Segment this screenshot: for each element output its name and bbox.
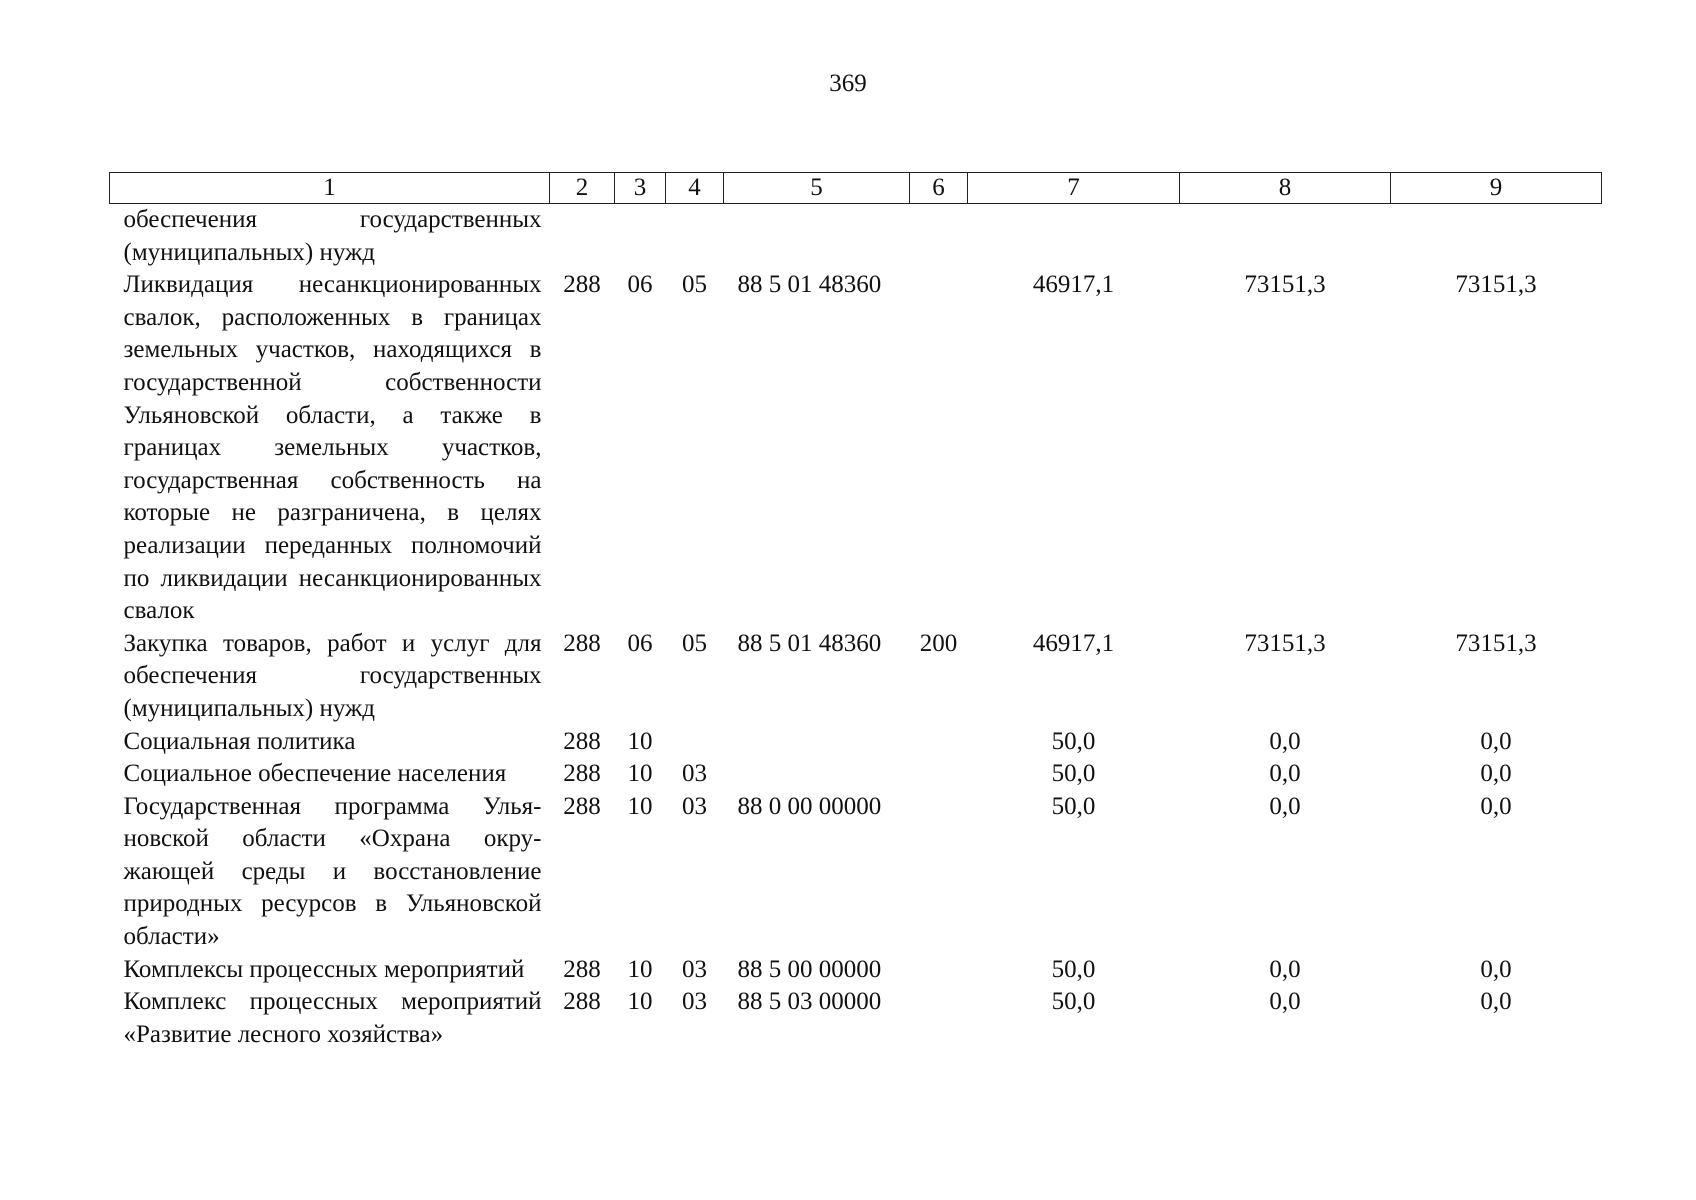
cell-ministry: 288 xyxy=(563,727,601,755)
cell-subsection: 03 xyxy=(682,760,707,788)
cell-amount-year1: 50,0 xyxy=(1051,792,1096,820)
row-name: обеспечения государственных (муниципальных) нужд xyxy=(123,206,542,266)
cell-ministry: 288 xyxy=(563,629,601,657)
cell-amount-year3: 0,0 xyxy=(1480,760,1512,788)
cell-subsection xyxy=(666,726,724,759)
cell-amount-year3: 73151,3 xyxy=(1455,271,1537,299)
cell-target-article: 88 5 03 00000 xyxy=(737,988,882,1016)
table-row xyxy=(110,758,1602,791)
cell-amount-year2: 0,0 xyxy=(1269,955,1301,983)
header-col-1: 1 xyxy=(110,173,550,204)
budget-table xyxy=(109,172,1602,1051)
cell-amount-year3: 0,0 xyxy=(1480,792,1512,820)
cell-amount-year1: 46917,1 xyxy=(1032,629,1115,657)
row-name: Государственная программа Ульяновской области «Охрана окружающей среды и восстановление природных ресурсов в Ульяновской области» xyxy=(123,792,542,951)
table-row xyxy=(110,204,1602,270)
table-row xyxy=(110,954,1602,987)
cell-subsection: 03 xyxy=(682,955,707,983)
cell-expense-type xyxy=(910,204,968,270)
header-col-6: 6 xyxy=(910,173,968,204)
cell-ministry: 288 xyxy=(563,271,601,299)
header-col-4: 4 xyxy=(666,173,724,204)
cell-expense-type xyxy=(910,758,968,791)
row-name: Социальная политика xyxy=(123,727,356,755)
cell-subsection: 03 xyxy=(682,792,707,820)
cell-amount-year3 xyxy=(1391,204,1602,270)
page-number: 369 xyxy=(829,70,867,97)
cell-expense-type xyxy=(910,791,968,954)
row-name: Ликвидация несанкционированных свалок, расположенных в границах земельных участков, находящихся в государственной собственности Ульяновской области, а также в границах земельных участков, государственная собственность на которые не разграничена, в целях реализации переданных полномочий по ликвидации несанкционированных свалок xyxy=(123,271,542,625)
cell-amount-year2: 73151,3 xyxy=(1244,271,1326,299)
cell-subsection: 05 xyxy=(682,629,707,657)
cell-section: 10 xyxy=(627,988,653,1016)
cell-amount-year2: 0,0 xyxy=(1269,988,1301,1016)
cell-amount-year1: 50,0 xyxy=(1051,988,1096,1016)
cell-section: 06 xyxy=(627,271,653,299)
cell-amount-year1: 50,0 xyxy=(1051,955,1096,983)
cell-target-article: 88 5 01 48360 xyxy=(737,271,882,299)
cell-target-article xyxy=(724,758,910,791)
cell-amount-year3: 0,0 xyxy=(1480,727,1512,755)
cell-expense-type xyxy=(910,269,968,628)
cell-ministry: 288 xyxy=(563,988,601,1016)
cell-target-article: 88 5 01 48360 xyxy=(737,629,882,657)
cell-ministry: 288 xyxy=(563,792,601,820)
table-row xyxy=(110,726,1602,759)
cell-subsection: 03 xyxy=(682,988,707,1016)
cell-target-article: 88 0 00 00000 xyxy=(737,792,882,820)
header-col-8: 8 xyxy=(1180,173,1391,204)
row-name: Комплексы процессных мероприятий xyxy=(123,955,525,983)
cell-amount-year2: 0,0 xyxy=(1269,792,1301,820)
cell-expense-type xyxy=(910,954,968,987)
cell-amount-year1: 50,0 xyxy=(1051,760,1096,788)
header-col-5: 5 xyxy=(724,173,910,204)
column-number-header xyxy=(110,173,1602,204)
cell-amount-year2: 0,0 xyxy=(1269,760,1301,788)
cell-expense-type xyxy=(910,726,968,759)
header-col-9: 9 xyxy=(1391,173,1602,204)
cell-section: 06 xyxy=(627,629,653,657)
cell-target-article: 88 5 00 00000 xyxy=(737,955,882,983)
cell-section: 10 xyxy=(627,727,653,755)
cell-section xyxy=(615,204,666,270)
cell-section: 10 xyxy=(627,760,653,788)
cell-amount-year1: 50,0 xyxy=(1051,727,1096,755)
header-col-7: 7 xyxy=(968,173,1180,204)
table-row xyxy=(110,791,1602,954)
cell-amount-year1 xyxy=(968,204,1180,270)
header-col-2: 2 xyxy=(550,173,615,204)
cell-amount-year1: 46917,1 xyxy=(1032,271,1115,299)
cell-amount-year3: 0,0 xyxy=(1480,955,1512,983)
cell-ministry xyxy=(550,204,615,270)
table-row xyxy=(110,986,1602,1051)
cell-expense-type xyxy=(910,986,968,1051)
cell-amount-year3: 73151,3 xyxy=(1455,629,1537,657)
cell-amount-year2 xyxy=(1180,204,1391,270)
cell-amount-year2: 73151,3 xyxy=(1244,629,1326,657)
cell-ministry: 288 xyxy=(563,955,601,983)
cell-amount-year3: 0,0 xyxy=(1480,988,1512,1016)
cell-target-article xyxy=(724,204,910,270)
row-name: Комплекс процессных мероприятий «Развитие лесного хозяйства» xyxy=(123,988,542,1048)
cell-amount-year2: 0,0 xyxy=(1269,727,1301,755)
cell-subsection: 05 xyxy=(682,271,707,299)
cell-subsection xyxy=(666,204,724,270)
cell-expense-type: 200 xyxy=(919,629,958,657)
cell-section: 10 xyxy=(627,792,653,820)
header-col-3: 3 xyxy=(615,173,666,204)
table-row xyxy=(110,269,1602,628)
cell-ministry: 288 xyxy=(563,760,601,788)
cell-section: 10 xyxy=(627,955,653,983)
table-row xyxy=(110,628,1602,726)
row-name: Закупка товаров, работ и услуг для обеспечения государственных (муниципальных) нужд xyxy=(123,629,542,722)
cell-target-article xyxy=(724,726,910,759)
row-name: Социальное обеспечение населения xyxy=(123,760,507,788)
